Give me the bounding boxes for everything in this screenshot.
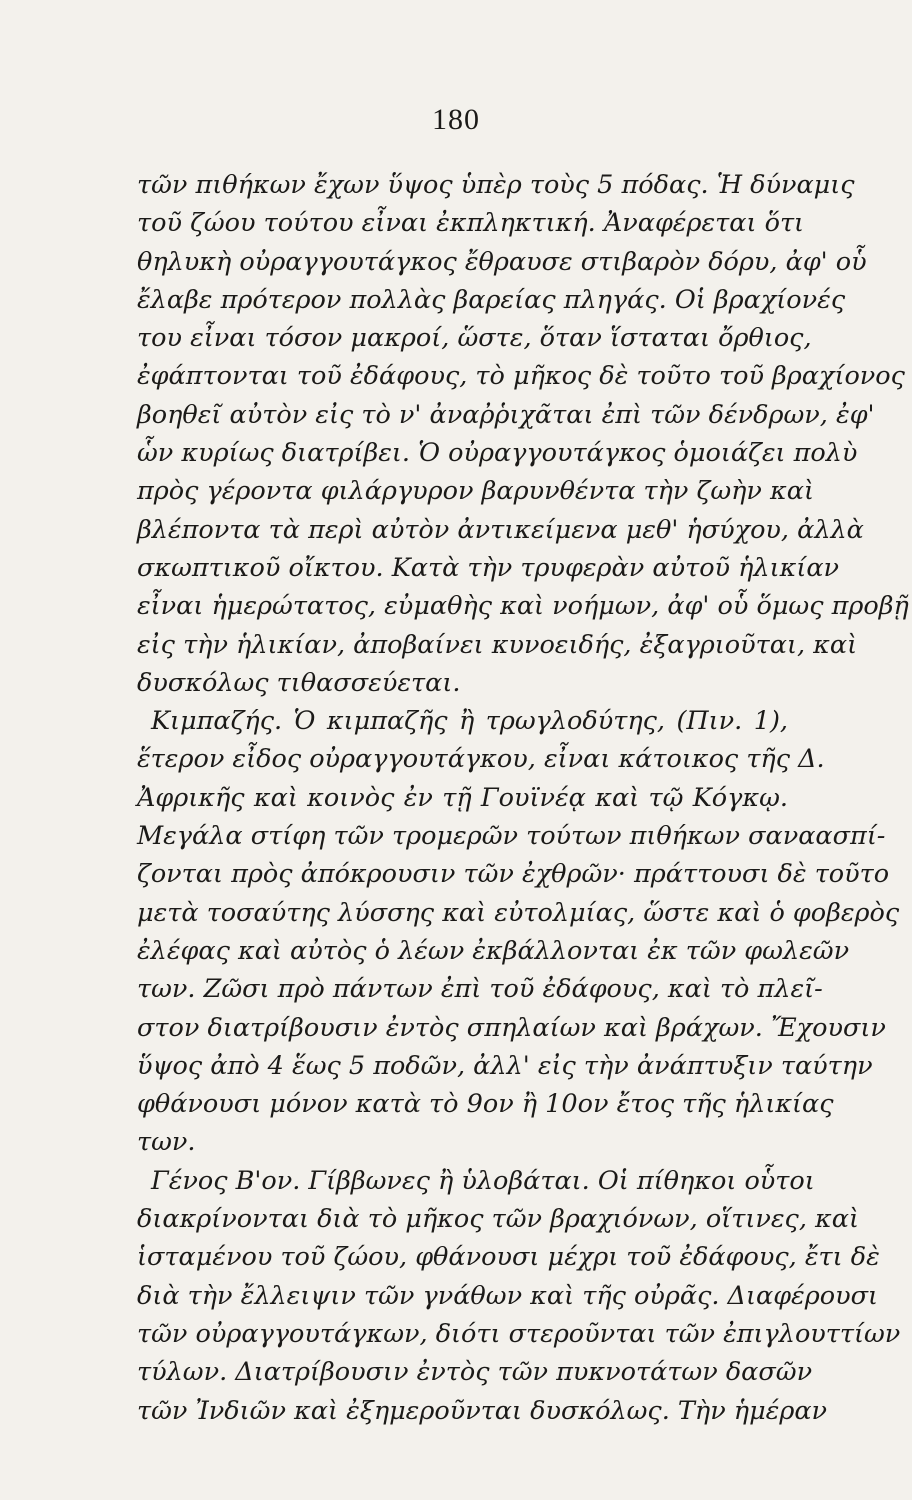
body-text xyxy=(137,166,909,1430)
text-line: βλέποντα τὰ περὶ αὐτὸν ἀντικείμενα μεθ' ἡσύχου, ἀλλὰ xyxy=(137,514,864,545)
text-line: των. xyxy=(137,1127,196,1158)
text-line: ἐφάπτονται τοῦ ἐδάφους, τὸ μῆκος δὲ τοῦτο τοῦ βραχίονος xyxy=(137,361,905,392)
text-line: Μεγάλα στίφη τῶν τρομερῶν τούτων πιθήκων σαναασπί- xyxy=(137,821,886,852)
text-line: τύλων. Διατρίβουσιν ἐντὸς τῶν πυκνοτάτων δασῶν xyxy=(137,1357,813,1388)
text-line: βοηθεῖ αὐτὸν εἰς τὸ ν' ἀναῤῥιχᾶται ἐπὶ τῶν δένδρων, ἐφ' xyxy=(137,399,875,430)
text-line: ἐλέφας καὶ αὐτὸς ὁ λέων ἐκβάλλονται ἐκ τῶν φωλεῶν xyxy=(137,935,850,966)
text-line: μετὰ τοσαύτης λύσσης καὶ εὐτολμίας, ὥστε καὶ ὁ φοβερὸς xyxy=(137,897,900,928)
text-line: θηλυκὴ οὐραγγουτάγκος ἔθραυσε στιβαρὸν δόρυ, ἀφ' οὗ xyxy=(137,246,867,277)
text-line: στον διατρίβουσιν ἐντὸς σπηλαίων καὶ βράχων. Ἔχουσιν xyxy=(137,1012,886,1043)
text-line: του εἶναι τόσον μακροί, ὥστε, ὅταν ἵσταται ὄρθιος, xyxy=(137,323,812,354)
text-line: πρὸς γέροντα φιλάργυρον βαρυνθέντα τὴν ζωὴν καὶ xyxy=(137,476,814,507)
text-line: ἔλαβε πρότερον πολλὰς βαρείας πληγάς. Οἱ βραχίονές xyxy=(137,284,846,315)
text-line: ὕψος ἀπὸ 4 ἕως 5 ποδῶν, ἀλλ' εἰς τὴν ἀνάπτυξιν ταύτην xyxy=(137,1050,873,1081)
text-line: εἰς τὴν ἡλικίαν, ἀποβαίνει κυνοειδής, ἐξαγριοῦται, καὶ xyxy=(137,629,858,660)
text-line: φθάνουσι μόνον κατὰ τὸ 9ον ἢ 10ον ἔτος τῆς ἡλικίας xyxy=(137,1089,834,1120)
page-number: 180 xyxy=(432,103,480,136)
text-line: σκωπτικοῦ οἴκτου. Κατὰ τὴν τρυφερὰν αὐτοῦ ἡλικίαν xyxy=(137,552,840,583)
text-line: των. Ζῶσι πρὸ πάντων ἐπὶ τοῦ ἐδάφους, καὶ τὸ πλεῖ- xyxy=(137,974,823,1005)
text-line: ἱσταμένου τοῦ ζώου, φθάνουσι μέχρι τοῦ ἐδάφους, ἔτι δὲ xyxy=(137,1242,880,1273)
text-line: Ἀφρικῆς καὶ κοινὸς ἐν τῇ Γουϊνέᾳ καὶ τῷ Κόγκῳ. xyxy=(137,782,788,813)
text-line: τῶν πιθήκων ἔχων ὕψος ὑπὲρ τοὺς 5 πόδας. Ἡ δύναμις xyxy=(137,170,855,200)
text-line: δυσκόλως τιθασσεύεται. xyxy=(137,667,461,698)
text-line: Κιμπαζής. Ὁ κιμπαζῆς ἢ τρωγλοδύτης, (Πιν. 1), xyxy=(151,706,788,737)
text-line: ἕτερον εἶδος οὐραγγουτάγκου, εἶναι κάτοικος τῆς Δ. xyxy=(137,744,825,775)
text-line: εἶναι ἡμερώτατος, εὐμαθὴς καὶ νοήμων, ἀφ' οὗ ὅμως προβῇ xyxy=(137,591,909,622)
text-line: τῶν Ἰνδιῶν καὶ ἐξημεροῦνται δυσκόλως. Τὴν ἡμέραν xyxy=(137,1395,828,1426)
text-line: ζονται πρὸς ἀπόκρουσιν τῶν ἐχθρῶν· πράττουσι δὲ τοῦτο xyxy=(137,859,890,890)
text-line: διακρίνονται διὰ τὸ μῆκος τῶν βραχιόνων, οἵτινες, καὶ xyxy=(137,1204,859,1235)
text-line: τοῦ ζώου τούτου εἶναι ἐκπληκτική. Ἀναφέρεται ὅτι xyxy=(137,208,805,239)
text-line: διὰ τὴν ἔλλειψιν τῶν γνάθων καὶ τῆς οὐρᾶς. Διαφέρουσι xyxy=(137,1280,878,1311)
text-line: ὧν κυρίως διατρίβει. Ὁ οὐραγγουτάγκος ὁμοιάζει πολὺ xyxy=(137,438,858,469)
text-line: Γένος Β'ον. Γίββωνες ἢ ὑλοβάται. Οἱ πίθηκοι οὗτοι xyxy=(151,1165,815,1196)
text-line: τῶν οὐραγγουτάγκων, διότι στεροῦνται τῶν ἐπιγλουττίων xyxy=(137,1318,901,1349)
